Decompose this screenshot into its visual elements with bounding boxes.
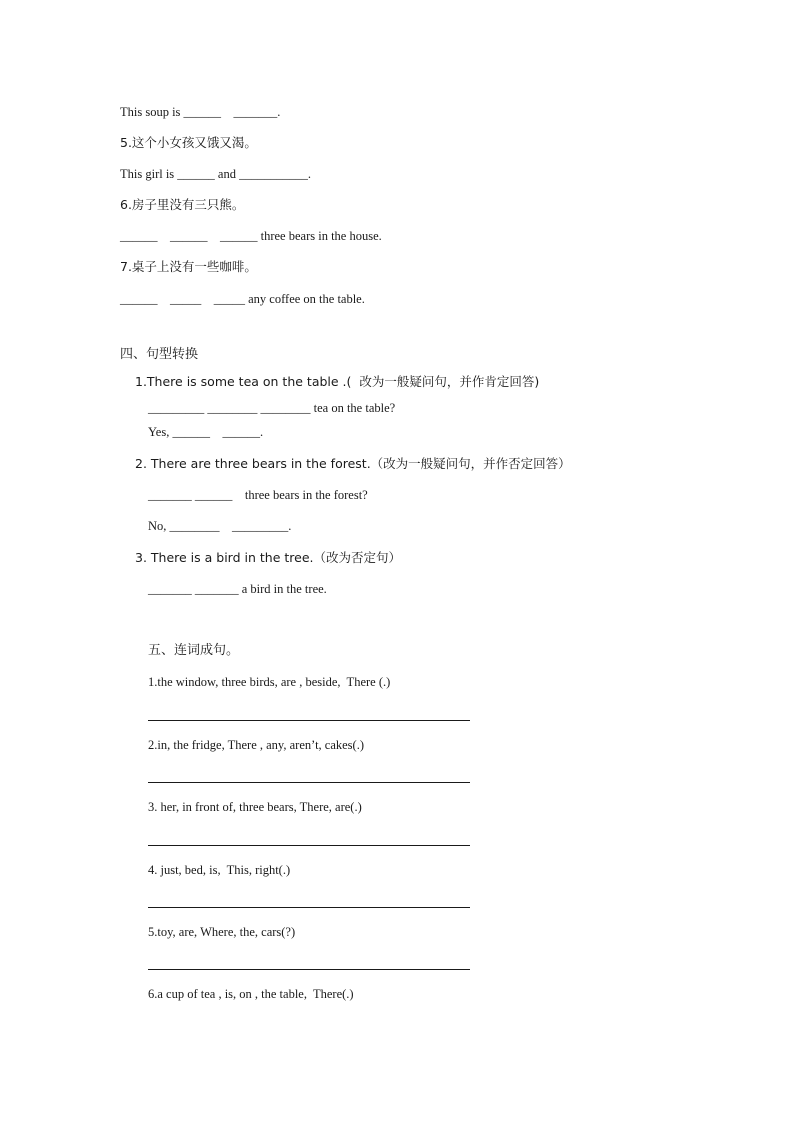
sec4-q2-answer-reply: No, ________ _________. bbox=[148, 519, 292, 533]
q5-english-line: This girl is ______ and ___________. bbox=[120, 167, 311, 181]
sec4-q1-answer-reply: Yes, ______ ______. bbox=[148, 425, 264, 439]
answer-line bbox=[148, 720, 470, 721]
q6-english-line: ______ ______ ______ three bears in the house. bbox=[120, 229, 382, 243]
sec5-item: 5.toy, are, Where, the, cars(?) bbox=[148, 925, 296, 939]
sec4-q2-answer-question: _______ ______ three bears in the forest? bbox=[148, 488, 368, 502]
sec5-item: 3. her, in front of, three bears, There, are(.) bbox=[148, 800, 362, 814]
q6-chinese-prompt: 6.房子里没有三只熊。 bbox=[120, 197, 245, 212]
q4-english-line: This soup is ______ _______. bbox=[120, 105, 281, 119]
q5-chinese-prompt: 5.这个小女孩又饿又渴。 bbox=[120, 135, 257, 150]
sec5-item: 1.the window, three birds, are , beside, There (.) bbox=[148, 675, 391, 689]
q7-english-line: ______ _____ _____ any coffee on the table. bbox=[120, 292, 365, 306]
sec5-item: 4. just, bed, is, This, right(.) bbox=[148, 863, 291, 877]
section-4-heading: 四、句型转换 bbox=[120, 347, 199, 362]
q7-chinese-prompt: 7.桌子上没有一些咖啡。 bbox=[120, 259, 257, 274]
sec5-item: 2.in, the fridge, There , any, aren’t, cakes(.) bbox=[148, 738, 364, 752]
sec4-q1-answer-question: _________ ________ ________ tea on the table? bbox=[148, 401, 396, 415]
sec4-q2-prompt: 2. There are three bears in the forest.（改为一般疑问句，并作否定回答） bbox=[135, 456, 571, 471]
sec5-item: 6.a cup of tea , is, on , the table, There(.) bbox=[148, 987, 354, 1001]
sec4-q3-prompt: 3. There is a bird in the tree.（改为否定句） bbox=[135, 550, 401, 565]
section-5-heading: 五、连词成句。 bbox=[148, 643, 240, 658]
sec4-q1-prompt: 1.There is some tea on the table .( 改为一般疑问句，并作肯定回答) bbox=[135, 374, 540, 389]
answer-line bbox=[148, 907, 470, 908]
answer-line bbox=[148, 969, 470, 970]
sec4-q3-answer: _______ _______ a bird in the tree. bbox=[148, 582, 327, 596]
answer-line bbox=[148, 845, 470, 846]
answer-line bbox=[148, 782, 470, 783]
